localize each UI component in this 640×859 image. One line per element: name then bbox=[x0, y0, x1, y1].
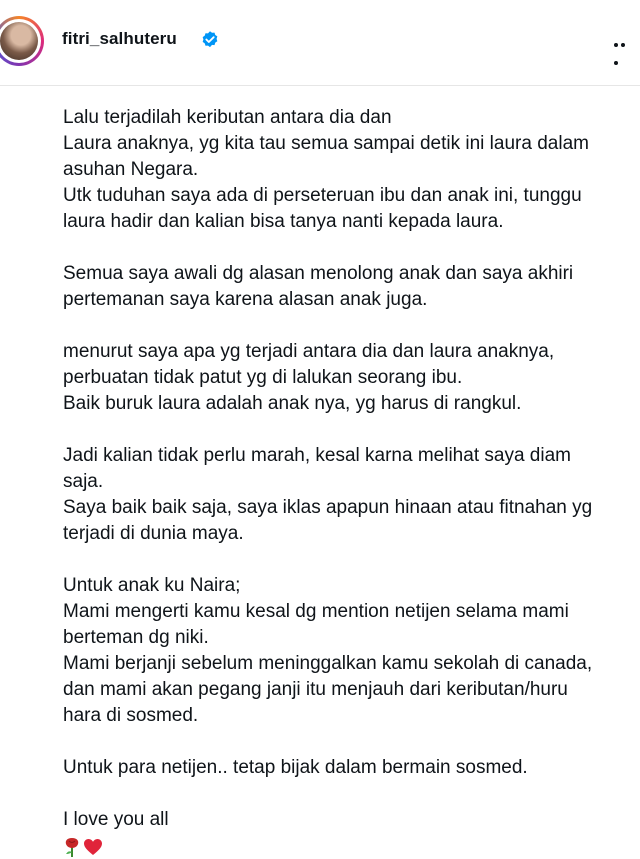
caption-line: Baik buruk laura adalah anak nya, yg harus di rangkul. bbox=[63, 393, 522, 414]
caption-paragraph bbox=[63, 755, 633, 781]
caption-paragraph bbox=[63, 443, 633, 547]
caption-paragraph bbox=[63, 261, 633, 313]
caption-line: perbuatan tidak patut yg di lalukan seorang ibu. bbox=[63, 367, 463, 388]
avatar-photo bbox=[0, 22, 38, 60]
caption-line: I love you all bbox=[63, 809, 169, 830]
username-link[interactable]: fitri_salhuteru bbox=[62, 29, 177, 48]
caption-paragraph bbox=[63, 339, 633, 417]
caption-line: Mami berjanji sebelum meninggalkan kamu sekolah di canada, bbox=[63, 653, 593, 674]
caption-line: Lalu terjadilah keributan antara dia dan bbox=[63, 107, 392, 128]
caption-line: Jadi kalian tidak perlu marah, kesal karna melihat saya diam bbox=[63, 445, 571, 466]
caption-line: Laura anaknya, yg kita tau semua sampai detik ini laura dalam bbox=[63, 133, 589, 154]
post-caption bbox=[63, 105, 633, 859]
caption-line: pertemanan saya karena alasan anak juga. bbox=[63, 289, 428, 310]
caption-line: Mami mengerti kamu kesal dg mention netijen selama mami bbox=[63, 601, 569, 622]
caption-line: Semua saya awali dg alasan menolong anak dan saya akhiri bbox=[63, 263, 574, 284]
caption-line: dan mami akan pegang janji itu menjauh dari keributan/huru bbox=[63, 679, 568, 700]
caption-line: menurut saya apa yg terjadi antara dia dan laura anaknya, bbox=[63, 341, 555, 362]
caption-paragraph bbox=[63, 105, 633, 235]
caption-line: Untuk anak ku Naira; bbox=[63, 575, 241, 596]
emoji-row bbox=[63, 833, 633, 859]
rose-emoji bbox=[63, 837, 81, 857]
caption-line: hara di sosmed. bbox=[63, 705, 199, 726]
caption-line: berteman dg niki. bbox=[63, 627, 209, 648]
verified-badge-icon bbox=[200, 30, 220, 50]
caption-line: laura hadir dan kalian bisa tanya nanti kepada laura. bbox=[63, 211, 504, 232]
avatar[interactable] bbox=[0, 16, 44, 66]
caption-paragraph bbox=[63, 573, 633, 729]
caption-line: saja. bbox=[63, 471, 104, 492]
caption-paragraph bbox=[63, 807, 633, 833]
caption-line: asuhan Negara. bbox=[63, 159, 199, 180]
more-options-icon[interactable] bbox=[614, 34, 634, 42]
red-heart-emoji bbox=[83, 838, 103, 856]
caption-line: terjadi di dunia maya. bbox=[63, 523, 244, 544]
post-header bbox=[0, 0, 640, 86]
caption-line: Untuk para netijen.. tetap bijak dalam bermain sosmed. bbox=[63, 757, 528, 778]
caption-line: Saya baik baik saja, saya iklas apapun hinaan atau fitnahan yg bbox=[63, 497, 593, 518]
caption-line: Utk tuduhan saya ada di perseteruan ibu dan anak ini, tunggu bbox=[63, 185, 582, 206]
